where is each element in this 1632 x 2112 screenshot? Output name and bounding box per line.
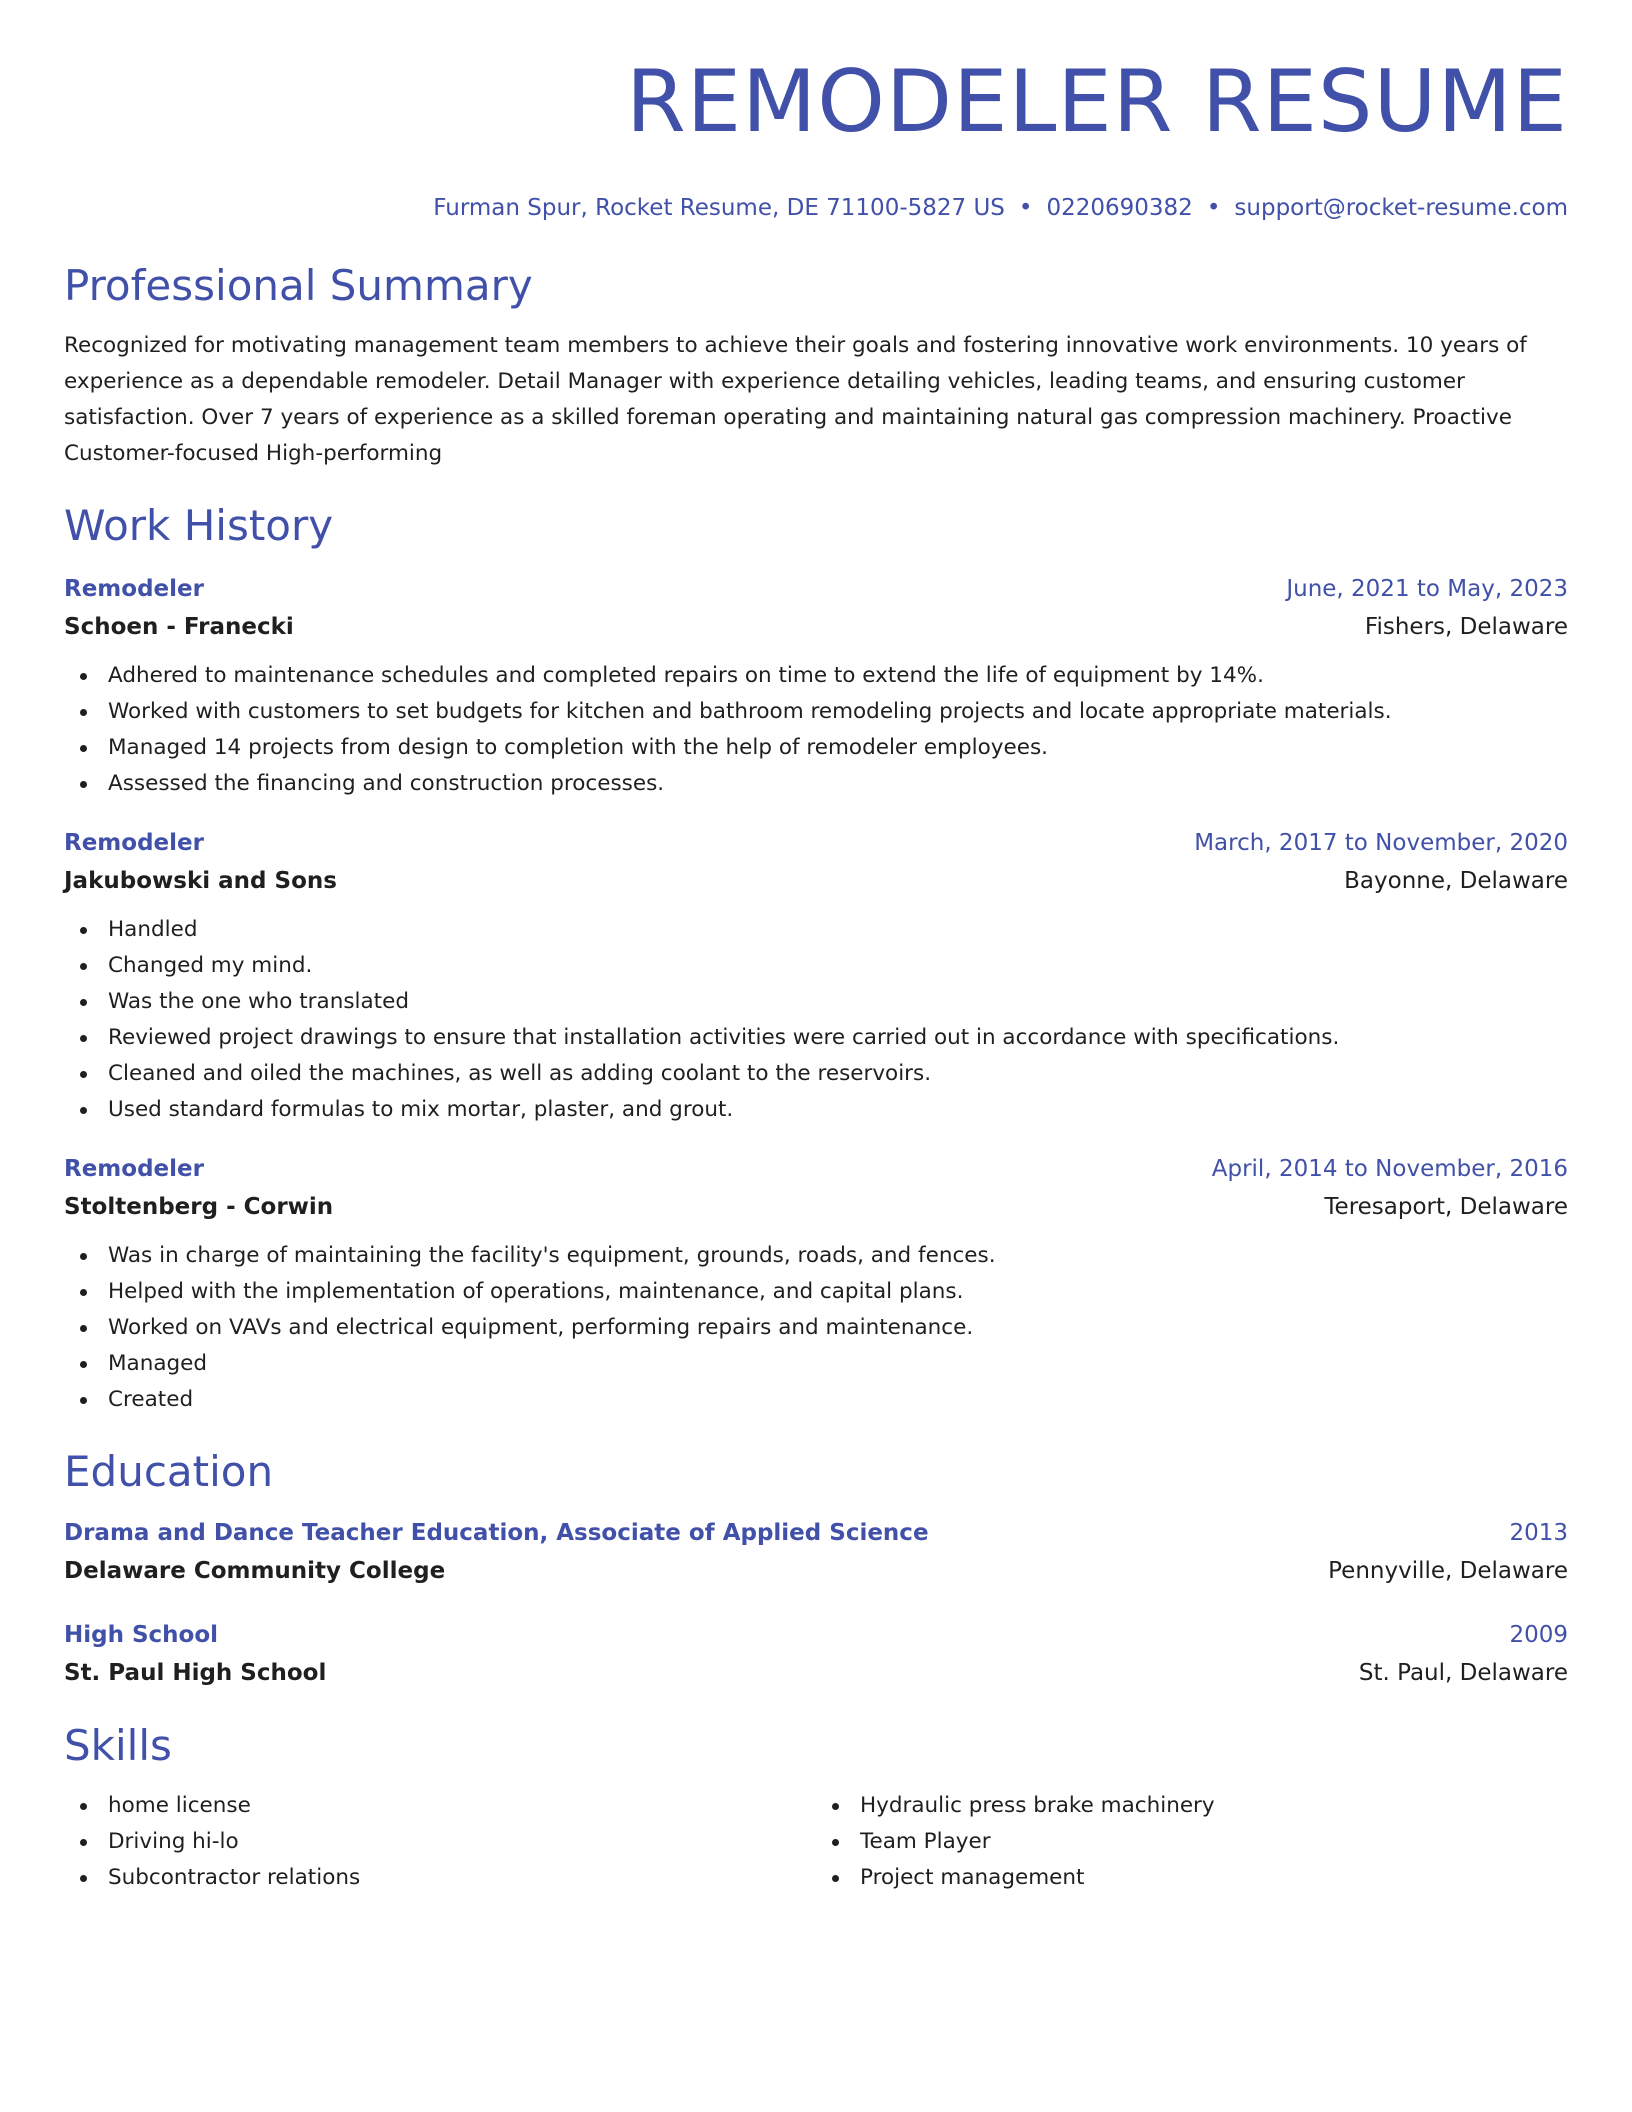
education-school: Delaware Community College bbox=[64, 1558, 446, 1584]
contact-separator: • bbox=[1206, 195, 1221, 221]
job-bullets bbox=[64, 912, 1568, 1128]
education-list bbox=[64, 1516, 1568, 1690]
work-history-heading: Work History bbox=[64, 501, 334, 550]
job-role: Remodeler bbox=[64, 576, 204, 602]
list-item: Managed bbox=[64, 1346, 1568, 1382]
job-entry bbox=[64, 826, 1568, 1128]
job-location: Bayonne, Delaware bbox=[1344, 868, 1568, 894]
list-item: Assessed the financing and construction processes. bbox=[64, 766, 1568, 802]
skill-item: Driving hi-lo bbox=[64, 1824, 816, 1860]
education-year: 2009 bbox=[1509, 1622, 1568, 1648]
education-location: Pennyville, Delaware bbox=[1328, 1558, 1568, 1584]
list-item: Used standard formulas to mix mortar, plaster, and grout. bbox=[64, 1092, 1568, 1128]
education-degree: Drama and Dance Teacher Education, Associate of Applied Science bbox=[64, 1520, 929, 1546]
list-item: Worked with customers to set budgets for kitchen and bathroom remodeling projects and locate appropriate materials. bbox=[64, 694, 1568, 730]
education-location: St. Paul, Delaware bbox=[1358, 1660, 1568, 1686]
skill-item: Project management bbox=[816, 1860, 1568, 1896]
list-item: Changed my mind. bbox=[64, 948, 1568, 984]
job-bullets bbox=[64, 658, 1568, 802]
list-item: Was the one who translated bbox=[64, 984, 1568, 1020]
list-item: Managed 14 projects from design to completion with the help of remodeler employees. bbox=[64, 730, 1568, 766]
job-dates: March, 2017 to November, 2020 bbox=[1194, 830, 1568, 856]
list-item: Cleaned and oiled the machines, as well as adding coolant to the reservoirs. bbox=[64, 1056, 1568, 1092]
job-company: Stoltenberg - Corwin bbox=[64, 1194, 334, 1220]
job-dates: June, 2021 to May, 2023 bbox=[1286, 576, 1568, 602]
job-role: Remodeler bbox=[64, 830, 204, 856]
job-dates: April, 2014 to November, 2016 bbox=[1211, 1156, 1568, 1182]
contact-separator: • bbox=[1018, 195, 1033, 221]
education-year: 2013 bbox=[1509, 1520, 1568, 1546]
resume-title: REMODELER RESUME bbox=[625, 52, 1568, 152]
summary-text: Recognized for motivating management team members to achieve their goals and fostering innovative work environments. 10 years of experience as a dependable remodeler. Detail Manager with experience detailing vehicles, leading teams, and ensuring customer satisfaction. Over 7 years of experience as a skilled foreman operating and maintaining natural gas compression machinery. Proactive Customer-focused High-performing bbox=[64, 333, 1527, 466]
skill-item: Team Player bbox=[816, 1824, 1568, 1860]
summary-heading: Professional Summary bbox=[64, 261, 533, 310]
list-item: Reviewed project drawings to ensure that installation activities were carried out in accordance with specifications. bbox=[64, 1020, 1568, 1056]
education-school: St. Paul High School bbox=[64, 1660, 327, 1686]
skill-item: Hydraulic press brake machinery bbox=[816, 1788, 1568, 1824]
education-entry bbox=[64, 1618, 1568, 1690]
job-company: Jakubowski and Sons bbox=[64, 868, 337, 894]
education-degree: High School bbox=[64, 1622, 219, 1648]
education-entry bbox=[64, 1516, 1568, 1588]
job-role: Remodeler bbox=[64, 1156, 204, 1182]
skill-item: home license bbox=[64, 1788, 816, 1824]
job-location: Teresaport, Delaware bbox=[1324, 1194, 1568, 1220]
job-company: Schoen - Franecki bbox=[64, 614, 294, 640]
skill-item: Subcontractor relations bbox=[64, 1860, 816, 1896]
job-bullets bbox=[64, 1238, 1568, 1418]
skills-grid bbox=[64, 1788, 1568, 1896]
list-item: Was in charge of maintaining the facility's equipment, grounds, roads, and fences. bbox=[64, 1238, 1568, 1274]
list-item: Created bbox=[64, 1382, 1568, 1418]
list-item: Helped with the implementation of operations, maintenance, and capital plans. bbox=[64, 1274, 1568, 1310]
contact-line bbox=[64, 192, 1568, 224]
list-item: Worked on VAVs and electrical equipment, performing repairs and maintenance. bbox=[64, 1310, 1568, 1346]
work-history-list bbox=[64, 572, 1568, 1418]
list-item: Handled bbox=[64, 912, 1568, 948]
contact-email[interactable]: support@rocket-resume.com bbox=[1234, 195, 1568, 221]
job-entry bbox=[64, 572, 1568, 802]
contact-address: Furman Spur, Rocket Resume, DE 71100-5827 US bbox=[433, 195, 1005, 221]
job-location: Fishers, Delaware bbox=[1364, 614, 1568, 640]
list-item: Adhered to maintenance schedules and completed repairs on time to extend the life of equipment by 14%. bbox=[64, 658, 1568, 694]
job-entry bbox=[64, 1152, 1568, 1418]
contact-phone: 0220690382 bbox=[1046, 195, 1193, 221]
skills-column-left bbox=[64, 1788, 816, 1896]
education-heading: Education bbox=[64, 1447, 274, 1496]
skills-column-right bbox=[816, 1788, 1568, 1896]
skills-heading: Skills bbox=[64, 1721, 172, 1770]
